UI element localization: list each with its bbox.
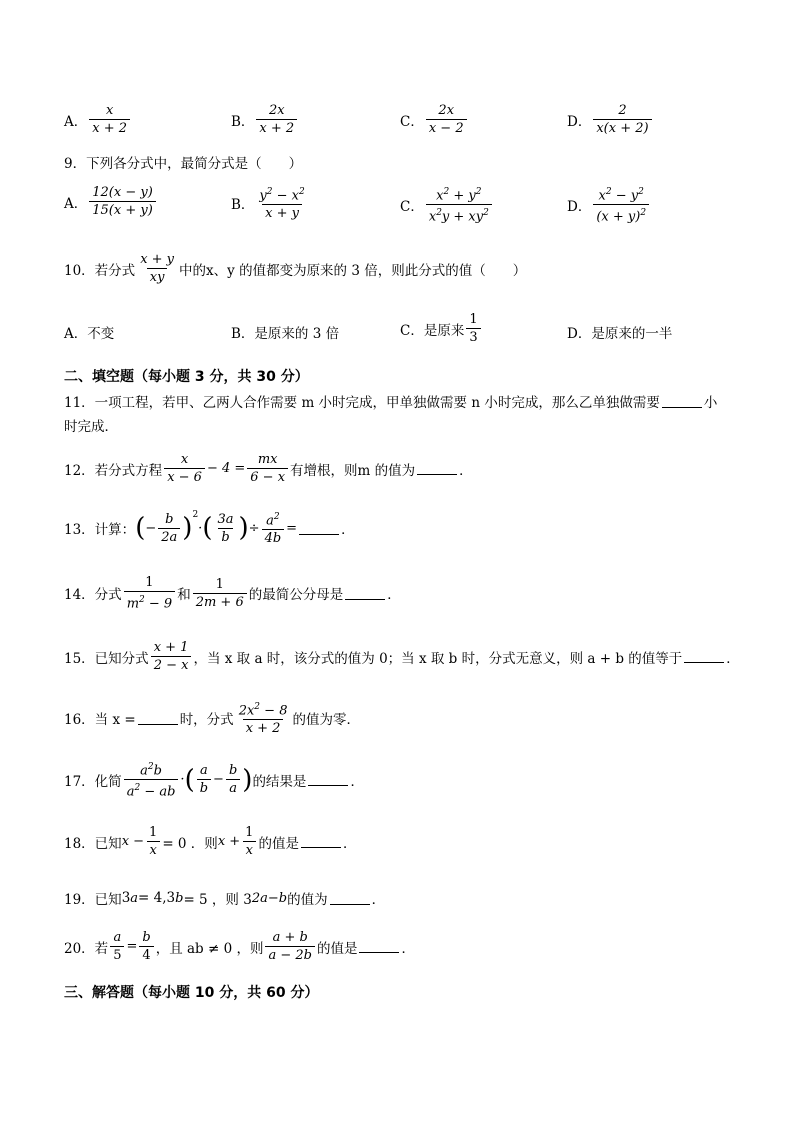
q11-line1: 11．一项工程，若甲、乙两人合作需要 m 小时完成，甲单独做需要 n 小时完成，那么乙单独做需要 小	[64, 395, 718, 411]
q14: 14．分式 $\frac{1}{m^2 - 9}$ 和 $\frac{1}{2m + 6}$ 的最简公分母是 ．	[64, 575, 401, 612]
q8-option-c: C． $\frac{2x}{x - 2}$	[400, 103, 469, 136]
q17-fraction-3: $\frac{b}{a}$	[226, 763, 240, 796]
answer-blank[interactable]	[301, 835, 341, 848]
q10-option-c: C．是原来 $\frac{1}{3}$	[400, 312, 483, 345]
q11-line2: 时完成．	[64, 419, 118, 435]
answer-blank[interactable]	[299, 522, 339, 535]
q13: 13．计算： ( − $\frac{b}{2a}$ ) $^2$ · ( $\frac{3a}{b}$ ) ÷ $\frac{a^2}{4b}$ = ．	[64, 510, 355, 547]
q18-fraction-1: $\frac{1}{x}$	[146, 825, 160, 858]
q17-fraction-2: $\frac{a}{b}$	[197, 763, 211, 796]
q14-fraction-1: $\frac{1}{m^2 - 9}$	[124, 575, 176, 611]
q9-stem: 9．下列各分式中，最简分式是（ ）	[64, 156, 303, 172]
q8-a-fraction: $\frac{x}{x + 2}$	[89, 103, 130, 136]
q19: 19．已知 3 a = 4,3 b = 5 ，则 3 2a−b 的值为 ．	[64, 890, 386, 908]
answer-blank[interactable]	[345, 587, 385, 600]
q12-fraction-1: $\frac{x}{x - 6}$	[164, 452, 205, 485]
answer-blank[interactable]	[662, 395, 702, 408]
q20-fraction-3: $\frac{a + b}{a - 2b}$	[265, 930, 315, 963]
q10-option-a: A．不变	[64, 326, 115, 342]
q8-option-a: A． $\frac{x}{x + 2}$	[64, 103, 132, 136]
q13-fraction-2: $\frac{3a}{b}$	[217, 511, 234, 545]
answer-blank[interactable]	[308, 773, 348, 786]
q20: 20．若 $\frac{a}{5}$ = $\frac{b}{4}$ ，且 ab ≠ 0 ，则 $\frac{a + b}{a - 2b}$ 的值是 ．	[64, 930, 415, 963]
answer-blank[interactable]	[330, 892, 370, 905]
q15-fraction: $\frac{x + 1}{2 - x}$	[151, 640, 192, 673]
q18-fraction-2: $\frac{1}{x}$	[242, 825, 256, 858]
q10-option-b: B．是原来的 3 倍	[231, 326, 340, 342]
q16-fraction: $\frac{2x^2 - 8}{x + 2}$	[238, 702, 288, 737]
q9-b-fraction: $\frac{y^2 - x^2}{x + y}$	[259, 187, 305, 222]
q8-option-d: D． $\frac{2}{x(x + 2)}$	[567, 103, 654, 136]
q9-option-d: D． $\frac{x^2 - y^2}{(x + y)^2}$	[567, 185, 651, 225]
q17: 17．化简 $\frac{a^2b}{a^2 - ab}$ · ( $\frac{a}{b}$ − $\frac{b}{a}$ ) 的结果是 ．	[64, 762, 364, 800]
answer-blank[interactable]	[359, 940, 399, 953]
answer-blank[interactable]	[684, 650, 724, 663]
section-2-heading: 二、填空题（每小题 3 分，共 30 分）	[64, 369, 309, 385]
answer-blank[interactable]	[417, 462, 457, 475]
q9-c-fraction: $\frac{x^2 + y^2}{x^2y + xy^2}$	[426, 185, 492, 225]
q12: 12．若分式方程 $\frac{x}{x - 6}$ − 4 = $\frac{mx}{6 - x}$ 有增根，则m 的值为 ．	[64, 452, 473, 485]
q15: 15．已知分式 $\frac{x + 1}{2 - x}$ ，当 x 取 a 时，该分式的值为 0；当 x 取 b 时，分式无意义，则 a + b 的值等于 ．	[64, 640, 740, 673]
q10-c-fraction: $\frac{1}{3}$	[466, 312, 480, 345]
answer-blank[interactable]	[138, 712, 178, 725]
q8-option-b: B． $\frac{2x}{x + 2}$	[231, 103, 299, 136]
q13-fraction-3: $\frac{a^2}{4b}$	[262, 510, 285, 546]
q10-option-d: D．是原来的一半	[567, 326, 673, 342]
q10-stem: 10．若分式 $\frac{x + y}{xy}$ 中的x、y 的值都变为原来的 3 倍，则此分式的值（ ）	[64, 252, 527, 285]
q10-fraction: $\frac{x + y}{xy}$	[140, 252, 175, 285]
q8-d-fraction: $\frac{2}{x(x + 2)}$	[593, 103, 651, 136]
q17-fraction-1: $\frac{a^2b}{a^2 - ab}$	[124, 760, 179, 800]
q20-fraction-1: $\frac{a}{5}$	[110, 930, 124, 963]
q13-fraction-1: $\frac{b}{2a}$	[158, 512, 180, 545]
q12-fraction-2: $\frac{mx}{6 - x}$	[247, 452, 288, 485]
q9-option-a: A． $\frac{12(x - y)}{15(x + y)}$	[64, 185, 158, 218]
q9-d-fraction: $\frac{x^2 - y^2}{(x + y)^2}$	[593, 185, 649, 225]
q8-b-fraction: $\frac{2x}{x + 2}$	[256, 103, 297, 136]
section-3-heading: 三、解答题（每小题 10 分，共 60 分）	[64, 985, 319, 1001]
q9-a-fraction: $\frac{12(x - y)}{15(x + y)}$	[89, 185, 156, 218]
q16: 16．当 x = 时，分式 $\frac{2x^2 - 8}{x + 2}$ 的值为零．	[64, 702, 360, 737]
q9-option-c: C． $\frac{x^2 + y^2}{x^2y + xy^2}$	[400, 185, 494, 225]
q14-fraction-2: $\frac{1}{2m + 6}$	[193, 577, 247, 610]
q20-fraction-2: $\frac{b}{4}$	[139, 930, 153, 963]
q18: 18．已知 x − $\frac{1}{x}$ = 0 ．则 x + $\frac{1}{x}$ 的值是 ．	[64, 825, 357, 858]
q8-c-fraction: $\frac{2x}{x - 2}$	[426, 103, 467, 136]
q9-option-b: B． $\frac{y^2 - x^2}{x + y}$	[231, 185, 310, 221]
